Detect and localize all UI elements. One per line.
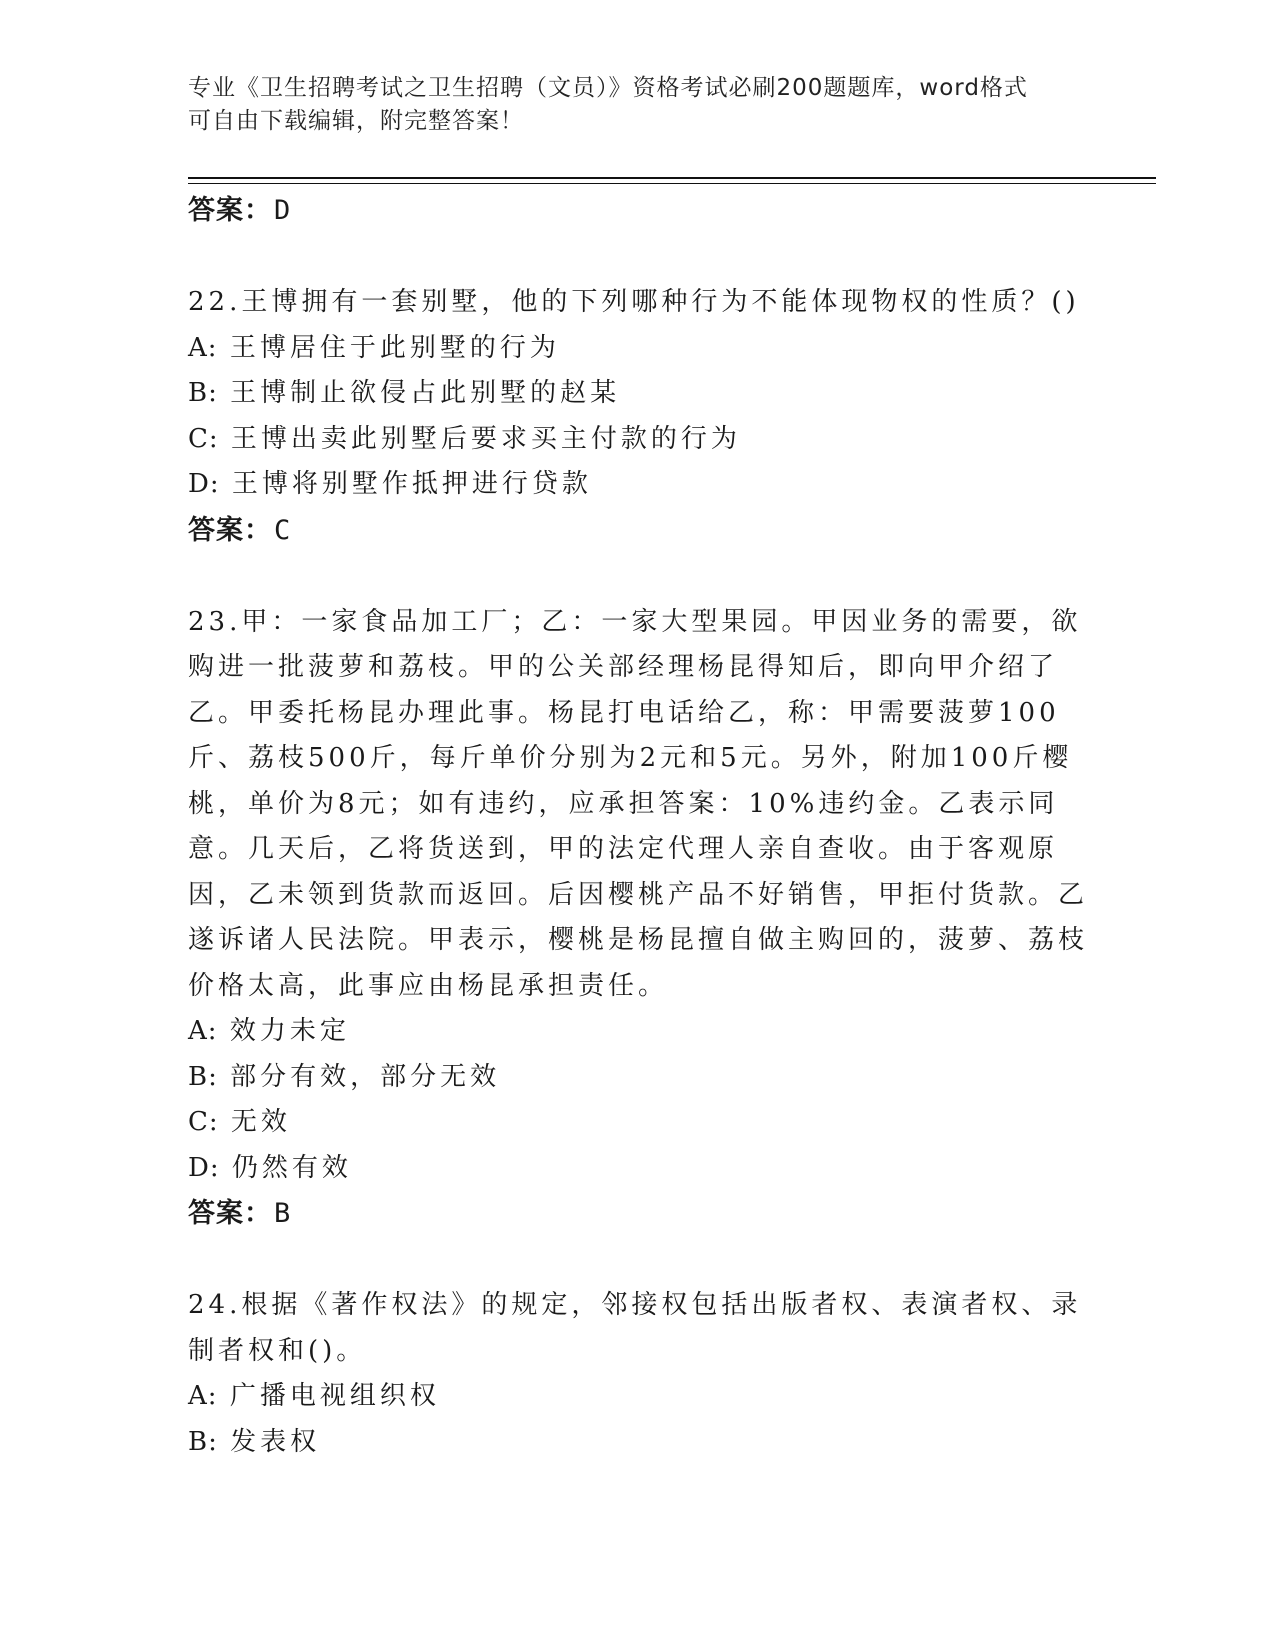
option-b [188, 1420, 1088, 1466]
option-label: D: [188, 1152, 220, 1183]
option-c [188, 1100, 1088, 1146]
question-text: 22.王博拥有一套别墅，他的下列哪种行为不能体现物权的性质？() [188, 287, 1080, 317]
option-label: C: [188, 423, 219, 454]
option-label: C: [188, 1107, 219, 1137]
option-text: 王博出卖此别墅后要求买主付款的行为 [230, 423, 741, 454]
option-text: 王博制止欲侵占此别墅的赵某 [230, 378, 621, 408]
option-a [188, 326, 1088, 372]
question-text: 24.根据《著作权法》的规定，邻接权包括出版者权、表演者权、录制者权和()。 [188, 1290, 1082, 1366]
option-text: 发表权 [230, 1426, 321, 1457]
question-gap [188, 1237, 1088, 1283]
option-label: B: [188, 1061, 218, 1092]
question-item [188, 1283, 1088, 1465]
answer-line [188, 188, 1088, 234]
option-text: 部分有效，部分无效 [230, 1061, 501, 1092]
answer-line [188, 508, 1088, 554]
option-text: 王博将别墅作抵押进行贷款 [231, 469, 592, 499]
question-gap [188, 554, 1088, 600]
option-list [188, 1009, 1088, 1191]
answer-value: D [274, 195, 292, 226]
question-item [188, 280, 1088, 508]
option-text: 效力未定 [229, 1016, 350, 1046]
option-text: 王博居住于此别墅的行为 [229, 332, 560, 363]
option-label: A: [188, 1381, 218, 1411]
answer-value: C [274, 514, 292, 546]
option-list [188, 326, 1088, 508]
option-text: 广播电视组织权 [229, 1381, 440, 1411]
answer-label: 答案： [188, 1198, 272, 1229]
option-label: D: [188, 469, 220, 499]
option-a [188, 1009, 1088, 1055]
option-label: A: [188, 1016, 218, 1046]
option-text: 无效 [230, 1107, 291, 1137]
answer-label: 答案： [188, 195, 272, 226]
answer-label: 答案： [188, 514, 272, 546]
header-line-2: 可自由下载编辑，附完整答案！ [188, 108, 524, 134]
header-divider-thick [188, 177, 1156, 179]
question-gap [188, 234, 1088, 280]
option-a [188, 1374, 1088, 1420]
option-d [188, 462, 1088, 508]
option-label: B: [188, 1426, 218, 1457]
question-text: 23.甲：一家食品加工厂；乙：一家大型果园。甲因业务的需要，欲购进一批菠萝和荔枝。甲的公关部经理杨昆得知后，即向甲介绍了乙。甲委托杨昆办理此事。杨昆打电话给乙，称：甲需要菠萝100斤、荔枝500斤，每斤单价分别为2元和5元。另外，附加100斤樱桃，单价为8元；如有违约，应承担答案：10%违约金。乙表示同意。几天后，乙将货送到，甲的法定代理人亲自查收。由于客观原因，乙未领到货款而返回。后因樱桃产品不好销售，甲拒付货款。乙遂诉诸人民法院。甲表示，樱桃是杨昆擅自做主购回的，菠萝、荔枝价格太高，此事应由杨昆承担责任。 [188, 606, 1089, 1001]
header-line-1: 专业《卫生招聘考试之卫生招聘（文员）》资格考试必刷200题题库，word格式 [188, 75, 1028, 101]
question-item [188, 600, 1088, 1192]
answer-line [188, 1191, 1088, 1237]
option-d [188, 1146, 1088, 1192]
option-c [188, 417, 1088, 463]
option-label: B: [188, 378, 218, 408]
option-label: A: [188, 332, 218, 363]
header-divider-thin [188, 183, 1156, 184]
option-text: 仍然有效 [231, 1152, 352, 1183]
option-b [188, 1055, 1088, 1101]
document-body [188, 188, 1088, 1465]
answer-value: B [274, 1198, 292, 1229]
option-b [188, 371, 1088, 417]
option-list [188, 1374, 1088, 1465]
document-header [188, 72, 1088, 138]
